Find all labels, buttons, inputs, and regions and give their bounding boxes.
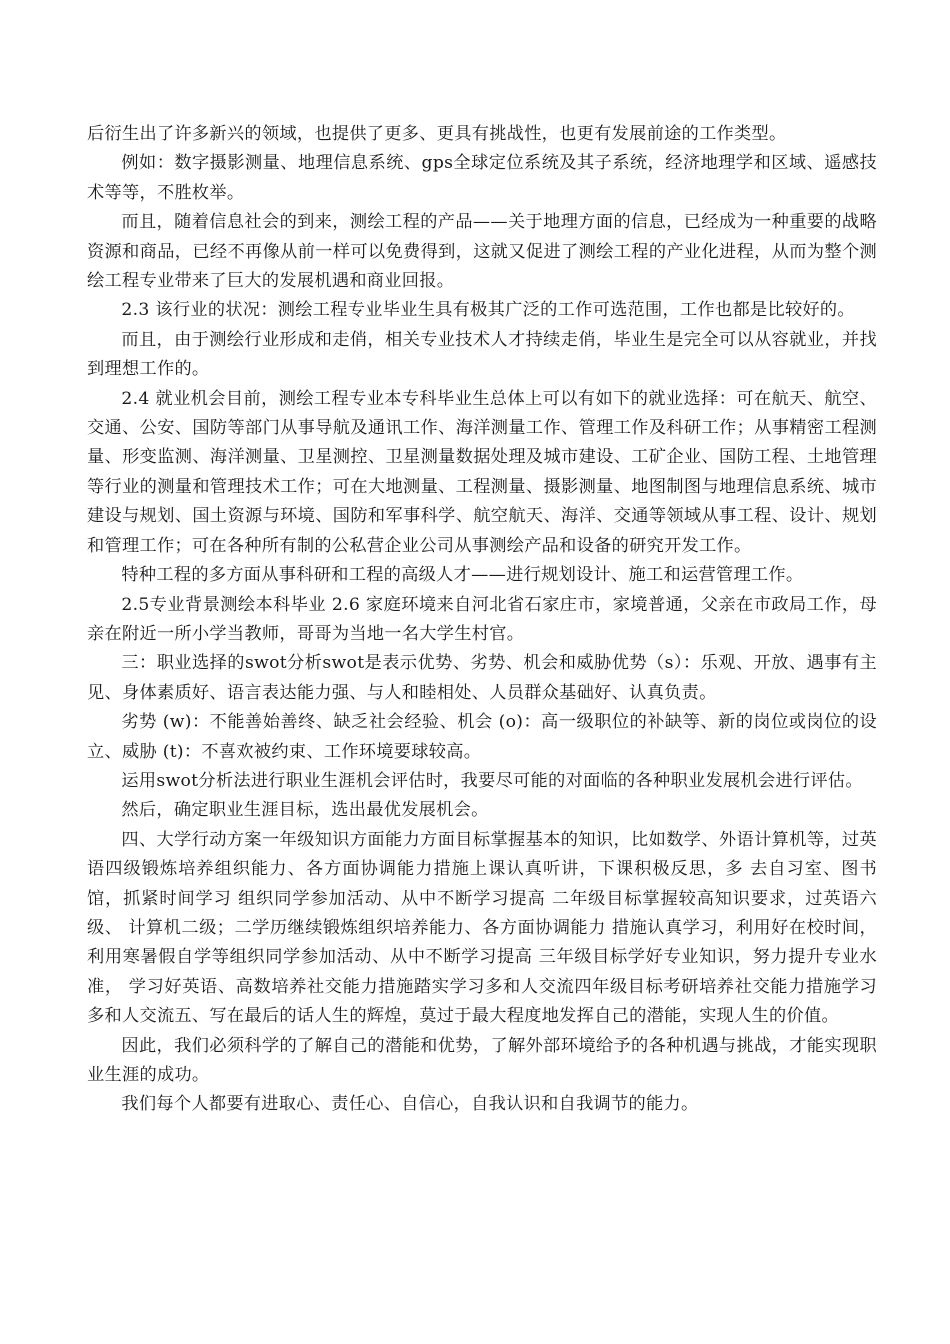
paragraph: 2.5专业背景测绘本科毕业 2.6 家庭环境来自河北省石家庄市，家境普通，父亲在市政局工作，母亲在附近一所小学当教师，哥哥为当地一名大学生村官。 <box>87 594 877 644</box>
document-body <box>87 120 877 1120</box>
paragraph: 然后，确定职业生涯目标，选出最优发展机会。 <box>121 800 489 821</box>
paragraph: 四、大学行动方案一年级知识方面能力方面目标掌握基本的知识，比如数学、外语计算机等，过英语四级锻炼培养组织能力、各方面协调能力措施上课认真听讲，下课积极反思，多 去自习室、图书馆，抓紧时间学习 组织同学参加活动、从中不断学习提高 二年级目标掌握较高知识要求，过英语六级、 计算机二级；二学历继续锻炼组织培养能力、各方面协调能力 措施认真学习，利用好在校时间， 利用寒暑假自学等组织同学参加活动、从中不断学习提高 三年级目标学好专业知识，努力提升专业水准， 学习好英语、高数培养社交能力措施踏实学习多和人交流四年级目标考研培养社交能力措施学习多和人交流五、写在最后的话人生的辉煌，莫过于最大程度地发挥自己的潜能，实现人生的价值。 <box>87 829 877 1027</box>
paragraph: 特种工程的多方面从事科研和工程的高级人才——进行规划设计、施工和运营管理工作。 <box>121 565 804 586</box>
paragraph: 我们每个人都要有进取心、责任心、自信心，自我认识和自我调节的能力。 <box>121 1094 699 1115</box>
paragraph: 运用swot分析法进行职业生涯机会评估时，我要尽可能的对面临的各种职业发展机会进行评估。 <box>121 770 863 791</box>
paragraph: 而且，由于测绘行业形成和走俏，相关专业技术人才持续走俏，毕业生是完全可以从容就业，并找到理想工作的。 <box>87 329 877 380</box>
paragraph: 2.3 该行业的状况：测绘工程专业毕业生具有极其广泛的工作可选范围，工作也都是比较好的。 <box>121 300 855 321</box>
paragraph: 2.4 就业机会目前，测绘工程专业本专科毕业生总体上可以有如下的就业选择：可在航天、航空、交通、公安、国防等部门从事导航及通讯工作、海洋测量工作、管理工作及科研工作；从事精密工程测量、形变监测、海洋测量、卫星测控、卫星测量数据处理及城市建设、工矿企业、国防工程、土地管理等行业的测量和管理技术工作；可在大地测量、工程测量、摄影测量、地图制图与地理信息系统、城市建设与规划、国土资源与环境、国防和军事科学、航空航天、海洋、交通等领域从事工程、设计、规划和管理工作；可在各种所有制的公私营企业公司从事测绘产品和设备的研究开发工作。 <box>87 388 877 556</box>
paragraph: 劣势 (w)：不能善始善终、缺乏社会经验、机会 (o)：高一级职位的补缺等、新的岗位或岗位的设立、威胁 (t)：不喜欢被约束、工作环境要球较高。 <box>87 712 877 762</box>
paragraph-continuation: 后衍生出了许多新兴的领域，也提供了更多、更具有挑战性，也更有发展前途的工作类型。 <box>87 124 787 144</box>
paragraph: 因此，我们必须科学的了解自己的潜能和优势，了解外部环境给予的各种机遇与挑战，才能实现职业生涯的成功。 <box>87 1035 877 1085</box>
paragraph: 三：职业选择的swot分析swot是表示优势、劣势、机会和威胁优势（s）：乐观、开放、遇事有主见、身体素质好、语言表达能力强、与人和睦相处、人员群众基础好、认真负责。 <box>87 653 877 703</box>
paragraph: 例如：数字摄影测量、地理信息系统、gps全球定位系统及其子系统，经济地理学和区域、遥感技术等等，不胜枚举。 <box>87 153 877 203</box>
paragraph: 而且，随着信息社会的到来，测绘工程的产品——关于地理方面的信息，已经成为一种重要的战略资源和商品，已经不再像从前一样可以免费得到，这就又促进了测绘工程的产业化进程，从而为整个测绘工程专业带来了巨大的发展机遇和商业回报。 <box>87 212 877 292</box>
